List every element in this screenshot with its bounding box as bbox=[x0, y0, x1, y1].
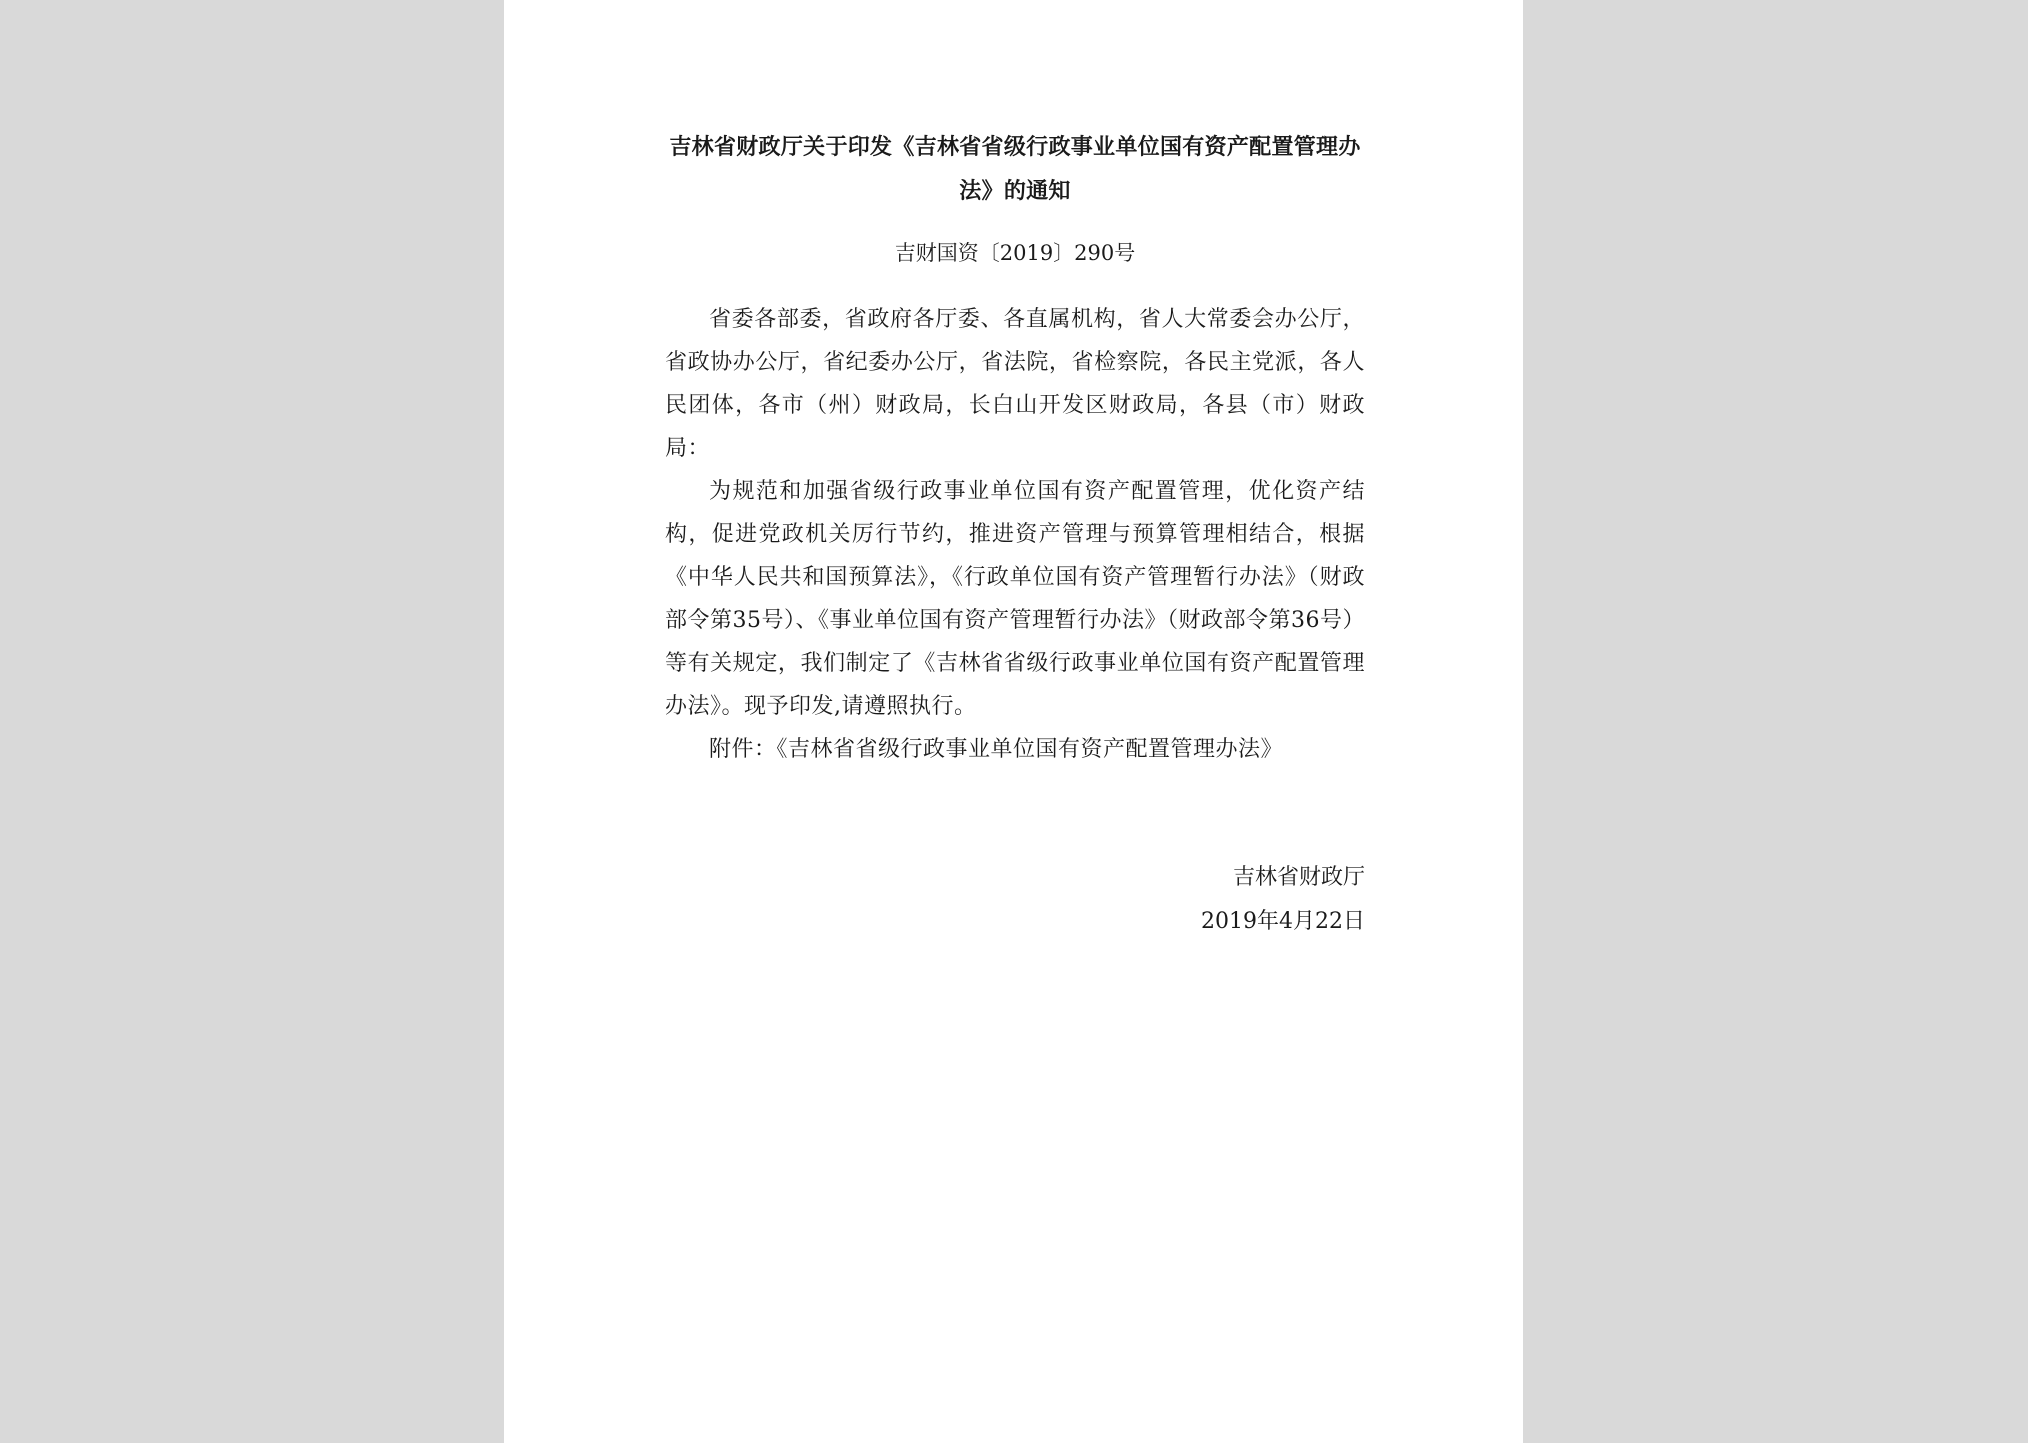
body-paragraph: 为规范和加强省级行政事业单位国有资产配置管理，优化资产结构，促进党政机关厉行节约，推进资产管理与预算管理相结合，根据《中华人民共和国预算法》，《行政单位国有资产管理暂行办法》（财政部令第35号）、《事业单位国有资产管理暂行办法》（财政部令第36号）等有关规定，我们制定了《吉林省省级行政事业单位国有资产配置管理办法》。现予印发,请遵照执行。 bbox=[665, 479, 1365, 719]
attachment-line: 附件：《吉林省省级行政事业单位国有资产配置管理办法》 bbox=[709, 737, 1284, 762]
document-body bbox=[665, 298, 1365, 771]
issuer-name: 吉林省财政厅 bbox=[1232, 865, 1365, 890]
signature-block bbox=[1201, 856, 1365, 944]
document-page bbox=[504, 0, 1523, 1443]
recipients-paragraph: 省委各部委，省政府各厅委、各直属机构，省人大常委会办公厅，省政协办公厅，省纪委办公厅，省法院，省检察院，各民主党派，各人民团体，各市（州）财政局，长白山开发区财政局，各县（市）财政局： bbox=[665, 307, 1365, 461]
document-number: 吉财国资〔2019〕290号 bbox=[894, 241, 1136, 265]
issue-date: 2019年4月22日 bbox=[1201, 909, 1365, 934]
document-title: 吉林省财政厅关于印发《吉林省省级行政事业单位国有资产配置管理办法》的通知 bbox=[669, 134, 1361, 204]
